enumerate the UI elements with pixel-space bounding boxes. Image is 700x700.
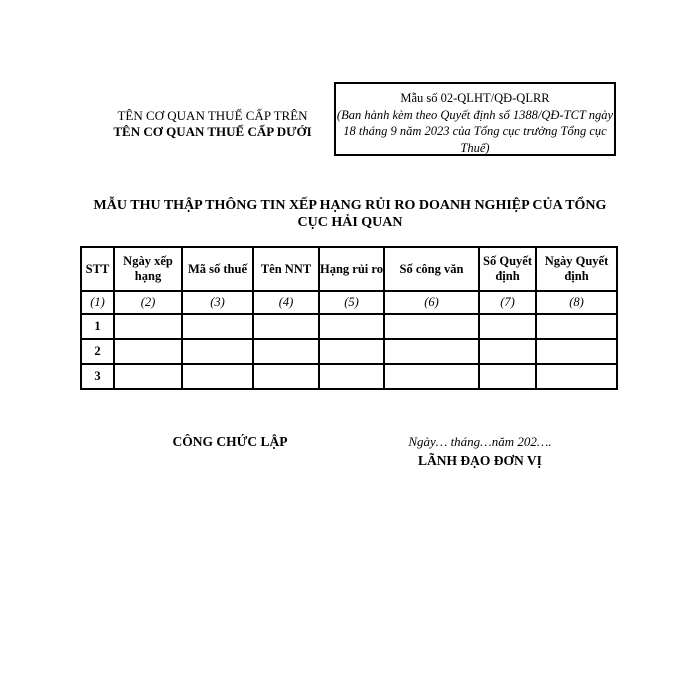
table-row — [81, 314, 617, 339]
header-stt: STT — [81, 247, 114, 291]
agency-block — [95, 108, 330, 140]
table-cell — [253, 339, 319, 364]
column-number: (7) — [479, 291, 536, 314]
table-cell — [182, 364, 253, 389]
row-stt: 1 — [81, 314, 114, 339]
header-tax-code: Mã số thuế — [182, 247, 253, 291]
table-cell — [384, 339, 479, 364]
column-number-row — [81, 291, 617, 314]
table-cell — [253, 364, 319, 389]
table-cell — [319, 339, 384, 364]
table-cell — [384, 364, 479, 389]
table-cell — [114, 339, 182, 364]
row-stt: 3 — [81, 364, 114, 389]
header-dispatch-number: Số công văn — [384, 247, 479, 291]
table-row — [81, 339, 617, 364]
column-number: (8) — [536, 291, 617, 314]
table-cell — [253, 314, 319, 339]
prepared-by-label: CÔNG CHỨC LẬP — [172, 434, 288, 449]
table-cell — [182, 339, 253, 364]
column-number: (6) — [384, 291, 479, 314]
form-number-box — [334, 82, 616, 156]
row-stt: 2 — [81, 339, 114, 364]
table-cell — [114, 364, 182, 389]
table-cell — [479, 314, 536, 339]
risk-ranking-table — [80, 246, 618, 390]
table-cell — [114, 314, 182, 339]
header-decision-number: Số Quyết định — [479, 247, 536, 291]
header-ranking-date: Ngày xếp hạng — [114, 247, 182, 291]
table-row — [81, 364, 617, 389]
table-cell — [536, 364, 617, 389]
table-cell — [384, 314, 479, 339]
table-cell — [319, 364, 384, 389]
table-cell — [319, 314, 384, 339]
column-number: (4) — [253, 291, 319, 314]
approved-by-label: LÃNH ĐẠO ĐƠN VỊ — [418, 453, 542, 468]
date-line: Ngày… tháng…năm 202…. — [408, 434, 552, 449]
column-number: (5) — [319, 291, 384, 314]
header-taxpayer-name: Tên NNT — [253, 247, 319, 291]
table-header-row — [81, 247, 617, 291]
table-cell — [479, 364, 536, 389]
table-cell — [536, 314, 617, 339]
table-cell — [479, 339, 536, 364]
form-number: Mẫu số 02-QLHT/QĐ-QLRR — [400, 91, 550, 105]
column-number: (2) — [114, 291, 182, 314]
agency-lower-name: TÊN CƠ QUAN THUẾ CẤP DƯỚI — [113, 124, 312, 139]
agency-upper-name: TÊN CƠ QUAN THUẾ CẤP TRÊN — [117, 108, 308, 123]
document-title: MẪU THU THẬP THÔNG TIN XẾP HẠNG RỦI RO DOANH NGHIỆP CỦA TỔNG CỤC HẢI QUAN — [93, 198, 607, 230]
column-number: (1) — [81, 291, 114, 314]
table-cell — [182, 314, 253, 339]
column-number: (3) — [182, 291, 253, 314]
header-risk-rank: Hạng rủi ro — [319, 247, 384, 291]
table-cell — [536, 339, 617, 364]
issuance-note: (Ban hành kèm theo Quyết định số 1388/QĐ-TCT ngày 18 tháng 9 năm 2023 của Tổng cục trưởng Tổng cục Thuế) — [336, 107, 614, 155]
header-decision-date: Ngày Quyết định — [536, 247, 617, 291]
